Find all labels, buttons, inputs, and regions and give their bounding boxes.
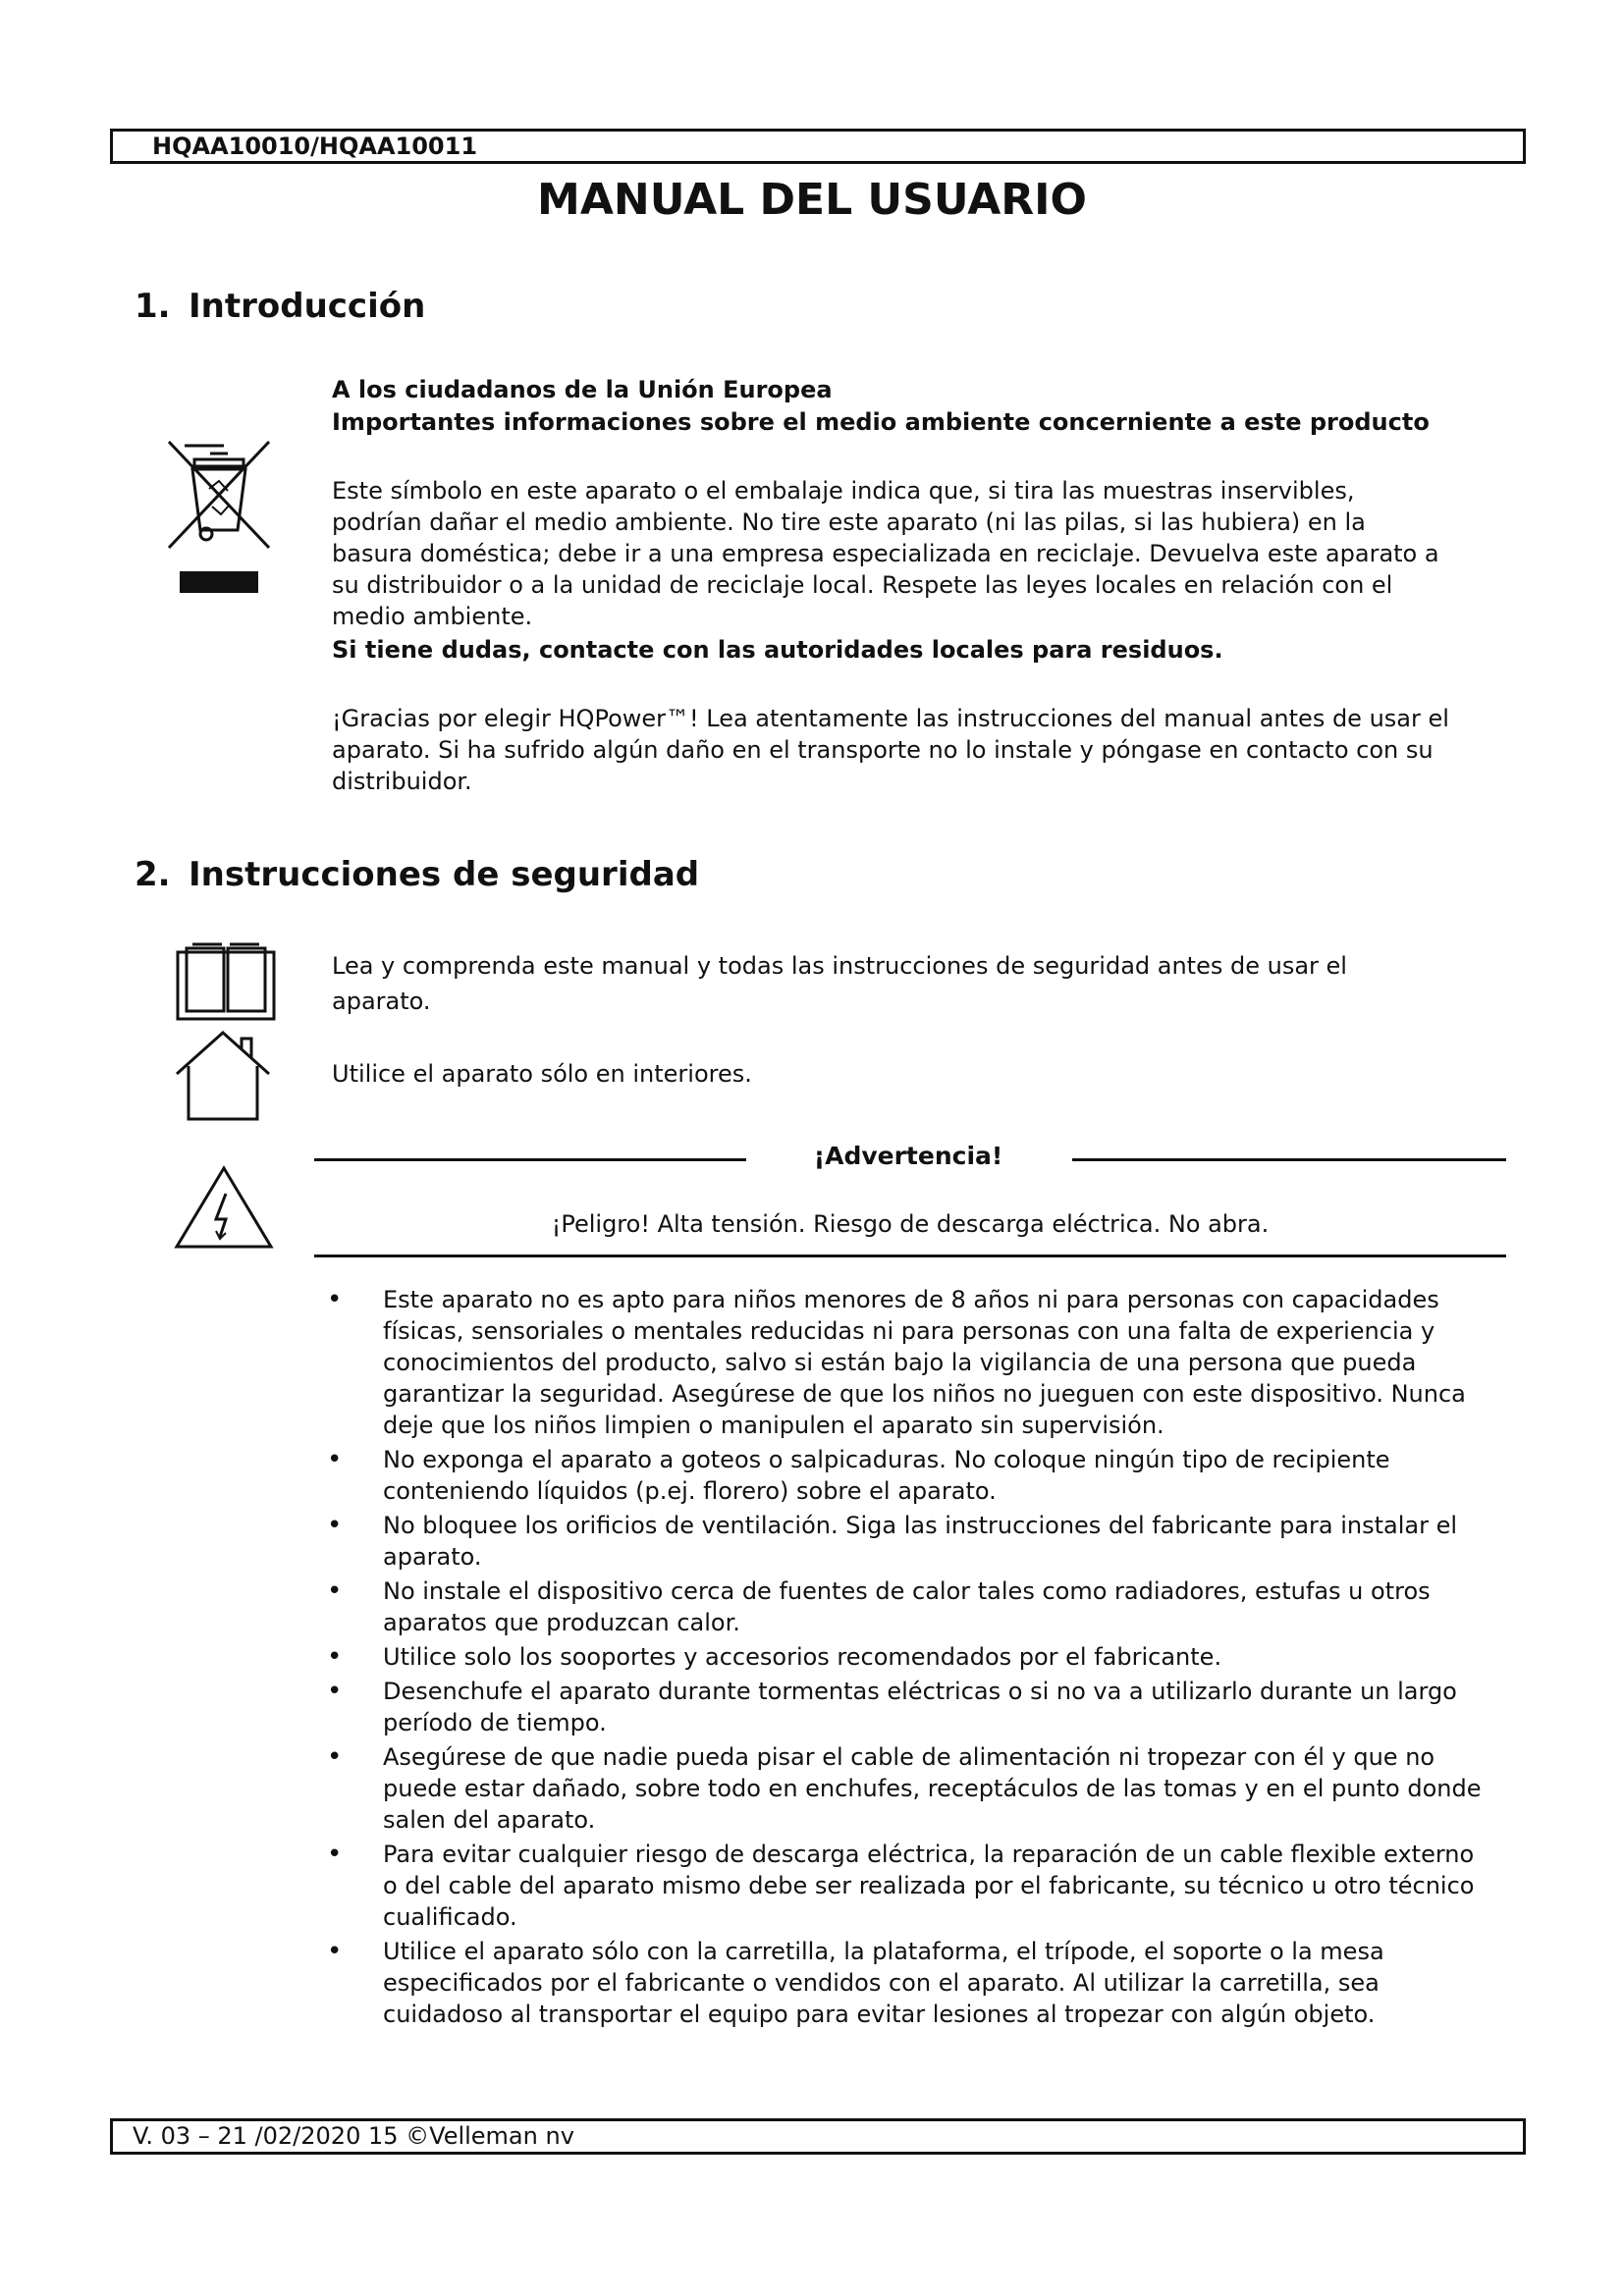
list-item: • No instale el dispositivo cerca de fuentes de calor tales como radiadores, estufas u otros aparatos que produzcan calor. (324, 1575, 1492, 1638)
page-title: MANUAL DEL USUARIO (537, 175, 1087, 225)
section-2-title: Instrucciones de seguridad (189, 855, 700, 894)
eu-disposal-text: Este símbolo en este aparato o el embalaje indica que, si tira las muestras inservibles, podrían dañar el medio ambiente. No tire este aparato (ni las pilas, si las hubiera) en la basura doméstica; debe ir a una empresa especializada en reciclaje. Devuelva este aparato a su distribuidor o a la unidad de reciclaje local. Respete las leyes locales en relación con el medio ambiente. (332, 477, 1439, 630)
list-item: • Para evitar cualquier riesgo de descarga eléctrica, la reparación de un cable flexible externo o del cable del aparato mismo debe ser realizada por el fabricante, su técnico u otro técnico cualificado. (324, 1839, 1492, 1933)
model-header (110, 129, 1526, 164)
list-item: • No bloquee los orificios de ventilación. Siga las instrucciones del fabricante para instalar el aparato. (324, 1510, 1492, 1573)
indoor-use-text: Utilice el aparato sólo en interiores. (332, 1060, 752, 1088)
section-1-number: 1. (135, 287, 171, 326)
list-item: • No exponga el aparato a goteos o salpicaduras. No coloque ningún tipo de recipiente conteniendo líquidos (p.ej. florero) sobre el aparato. (324, 1444, 1492, 1507)
section-1-title: Introducción (189, 287, 426, 326)
warning-text: ¡Peligro! Alta tensión. Riesgo de descarga eléctrica. No abra. (551, 1210, 1270, 1238)
model-number: HQAA10010/HQAA10011 (152, 133, 478, 160)
thanks-text: ¡Gracias por elegir HQPower™! Lea atentamente las instrucciones del manual antes de usar el aparato. Si ha sufrido algún daño en el transporte no lo instale y póngase en contacto con su distribuidor. (332, 705, 1449, 795)
eu-heading-2: Importantes informaciones sobre el medio ambiente concerniente a este producto (332, 408, 1430, 436)
house-icon (173, 1029, 273, 1123)
footer-text: V. 03 – 21 /02/2020 15 ©Velleman nv (133, 2122, 574, 2150)
list-item: • Utilice solo los sooportes y accesorios recomendados por el fabricante. (324, 1641, 1492, 1673)
book-icon (175, 940, 277, 1023)
list-item: • Utilice el aparato sólo con la carretilla, la plataforma, el trípode, el soporte o la mesa especificados por el fabricante o vendidos con el aparato. Al utilizar la carretilla, sea cuidadoso al transportar el equipo para evitar lesiones al tropezar con algún objeto. (324, 1936, 1492, 2030)
list-item: • Este aparato no es apto para niños menores de 8 años ni para personas con capacidades físicas, sensoriales o mentales reducidas ni para personas con una falta de experiencia y conocimientos del producto, salvo si están bajo la vigilancia de una persona que pueda garantizar la seguridad. Asegúrese de que los niños no jueguen con este dispositivo. Nunca deje que los niños limpien o manipulen el aparato sin supervisión. (324, 1284, 1492, 1441)
list-item: • Desenchufe el aparato durante tormentas eléctricas o si no va a utilizarlo durante un largo período de tiempo. (324, 1676, 1492, 1738)
eu-heading-1: A los ciudadanos de la Unión Europea (332, 376, 833, 403)
eu-contact-note: Si tiene dudas, contacte con las autoridades locales para residuos. (332, 636, 1223, 664)
warning-title: ¡Advertencia! (813, 1142, 1003, 1170)
section-1-heading (135, 287, 425, 326)
read-manual-text: Lea y comprenda este manual y todas las instrucciones de seguridad antes de usar el aparato. (332, 952, 1347, 1015)
section-2-number: 2. (135, 855, 171, 894)
warning-rule-left (314, 1158, 746, 1161)
page-footer (110, 2118, 1526, 2155)
weee-bin-icon (165, 440, 273, 597)
warning-rule-bottom (314, 1255, 1506, 1257)
section-2-heading (135, 855, 699, 894)
list-item: • Asegúrese de que nadie pueda pisar el cable de alimentación ni tropezar con él y que no puede estar dañado, sobre todo en enchufes, receptáculos de las tomas y en el punto donde salen del aparato. (324, 1741, 1492, 1836)
safety-list (324, 1284, 1492, 2033)
high-voltage-icon (173, 1164, 275, 1251)
warning-rule-right (1072, 1158, 1506, 1161)
